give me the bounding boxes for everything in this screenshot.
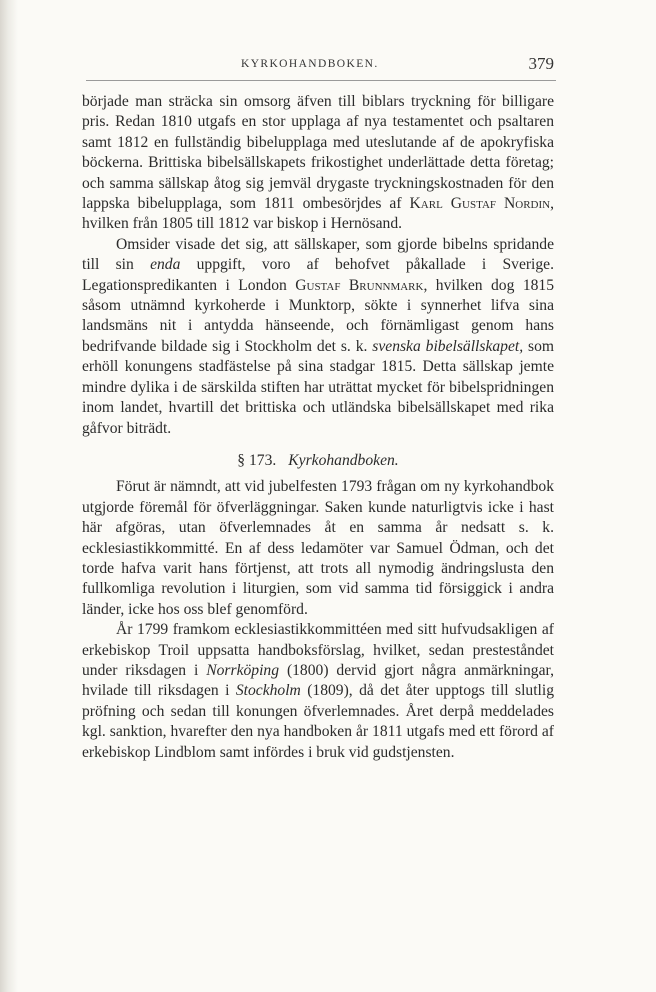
- person-name: Gustaf Brunnmark: [295, 276, 424, 294]
- emphasis: enda: [150, 256, 181, 274]
- page-number: 379: [528, 54, 554, 73]
- emphasis: Norrköping: [206, 661, 280, 679]
- section-number: § 173.: [237, 451, 277, 469]
- emphasis: Stockholm: [235, 682, 301, 700]
- page-edge-shadow: [0, 0, 18, 992]
- body-text: [82, 92, 554, 763]
- paragraph-1: började man sträcka sin omsorg äfven till biblars tryckning för billigare pris. Redan 1810 utgafs en stor upplaga af nya testamentet och psaltaren samt 1812 en fullständig bibelupplaga med uteslutande af de apokryfiska böckerna. Brittiska bibelsällskapets frikostighet underlättade detta företag; och samma sällskap åtog sig jemväl drygaste tryckningskostnaden för den lappska bibelupplaga, som 1811 ombesörjdes af Karl Gustaf Nordin, hvilken från 1805 till 1812 var biskop i Hernösand.: [82, 93, 555, 233]
- running-head: KYRKOHANDBOKEN.: [241, 58, 379, 70]
- paragraph-4: År 1799 framkom ecklesiastikkommittéen med sitt hufvudsakligen af erkebiskop Troil uppsatta handboksförslag, hvilket, sedan presteståndet under riksdagen i Norrköping (1800) dervid gjort några anmärkningar, hvilade till riksdagen i Stockholm (1809), då det åter upptogs till slutlig pröfning och sedan till konungen öfverlemnades. Året derpå meddelades kgl. sanktion, hvarefter den nya handboken år 1811 utgafs med ett förord af erkebiskop Lindblom samt infördes i bruk vid gudstjensten.: [82, 621, 555, 761]
- person-name: Karl Gustaf Nordin: [409, 195, 551, 213]
- page-header: [86, 54, 554, 80]
- paragraph-3: Förut är nämndt, att vid jubelfesten 1793 frågan om ny kyrkohandbok utgjorde föremål för öfverläggningar. Saken kunde naturligtvis icke i hast här afgöras, utan öfverlemnades åt en samma år nedsatt s. k. ecklesiastikkommitté. En af dess ledamöter var Samuel Ödman, och det torde hafva varit hans förtjenst, att trots all nymodig ändringslusta den fullkomliga revolution i liturgien, som vid samma tid försiggick i andra länder, icke hos oss blef genomförd.: [82, 478, 554, 618]
- header-rule: [86, 80, 556, 81]
- section-heading: [82, 451, 554, 471]
- paragraph-2: Omsider visade det sig, att sällskaper, som gjorde bibelns spridande till sin enda uppgift, voro af behofvet påkallade i Sverige. Legationspredikanten i London Gustaf Brunnmark, hvilken dog 1815 såsom utnämnd kyrkoherde i Munktorp, sökte i synnerhet lifva sina landsmäns nit i antydda hänseende, och förnämligast genom hans bedrifvande bildade sig i Stockholm det s. k. svenska bibelsällskapet, som erhöll konungens stadfästelse på sina stadgar 1815. Detta sällskap jemte mindre dylika i de särskilda stiften har uträttat mycket för bibelspridningen inom landet, hvartill det brittiska och utländska bibelsällskapet med rika gåfvor biträdt.: [82, 235, 555, 437]
- emphasis: svenska bibelsällskapet,: [372, 337, 524, 355]
- section-title: Kyrkohandboken.: [288, 451, 399, 469]
